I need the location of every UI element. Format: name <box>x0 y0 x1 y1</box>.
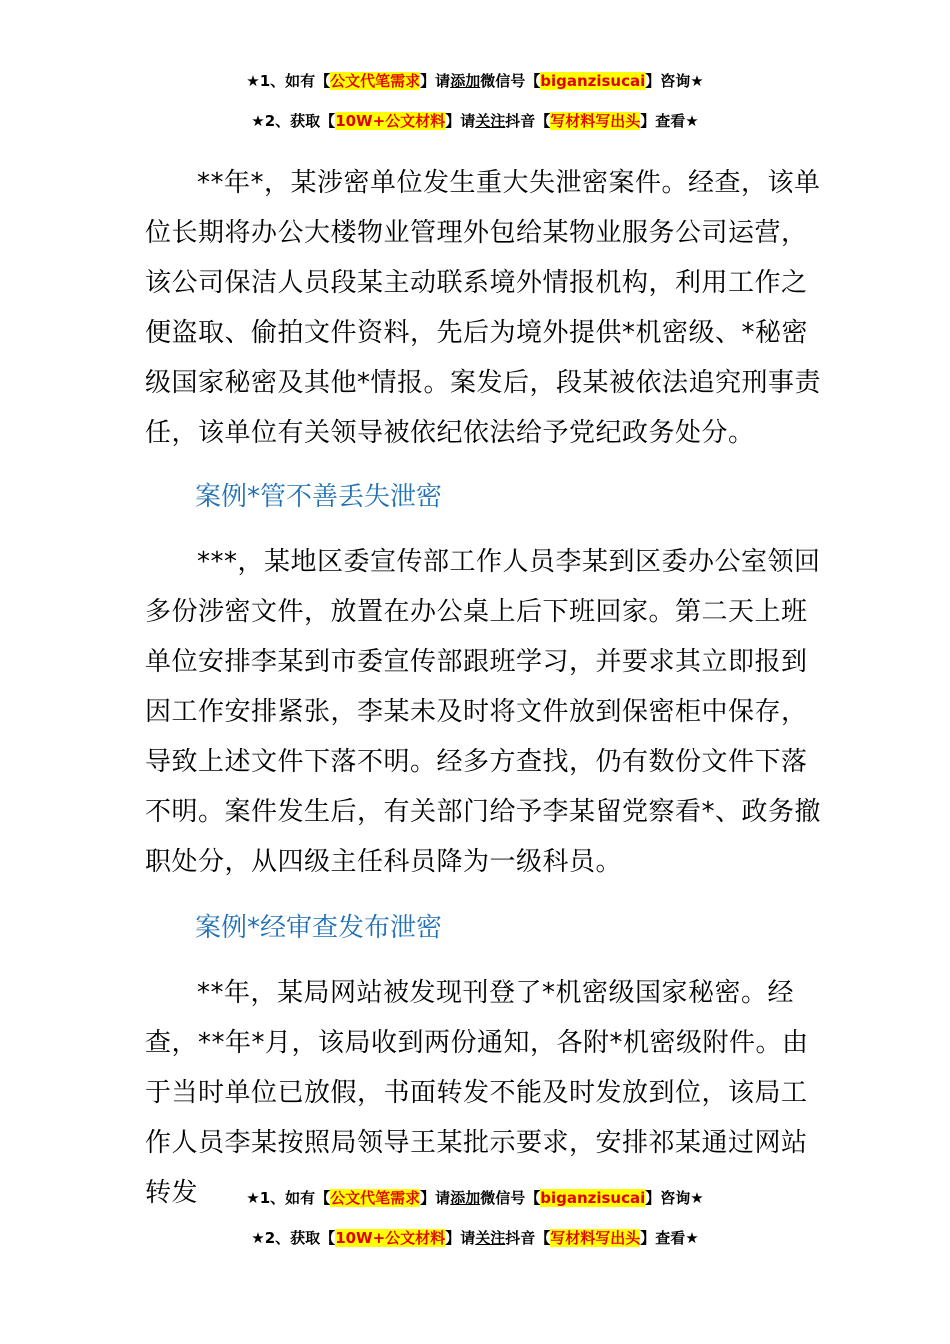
top-banner-line-2 <box>0 111 950 131</box>
banner-text: ★2、获取【 <box>251 112 336 130</box>
banner-highlight: biganzisucai <box>540 72 646 90</box>
section-heading-lost-documents: 案例*管不善丢失泄密 <box>195 482 443 512</box>
section-heading-unreviewed-publication: 案例*经审查发布泄密 <box>195 913 443 943</box>
banner-text: 抖音【 <box>505 1229 551 1247</box>
banner-text: 】请 <box>420 72 451 90</box>
paragraph-case-outsourced-property: **年*，某涉密单位发生重大失泄密案件。经查，该单位长期将办公大楼物业管理外包给某物业服务公司运营，该公司保洁人员段某主动联系境外情报机构，利用工作之便盗取、偷拍文件资料，先后为境外提供*机密级、*秘密级国家秘密及其他*情报。案发后，段某被依法追究刑事责任，该单位有关领导被依纪依法给予党纪政务处分。 <box>145 168 822 448</box>
banner-highlight: 公文代笔需求 <box>330 1189 421 1207</box>
bottom-banner-line-2 <box>0 1228 950 1248</box>
banner-text: 】请 <box>420 1189 451 1207</box>
banner-text: 微信号【 <box>480 72 541 90</box>
banner-underlined: 添加 <box>450 72 481 90</box>
banner-highlight: 10W+公文材料 <box>335 1229 446 1247</box>
banner-text: ★2、获取【 <box>251 1229 336 1247</box>
banner-text: 】请 <box>445 112 476 130</box>
banner-underlined: 添加 <box>450 1189 481 1207</box>
banner-text: ★1、如有【 <box>246 1189 331 1207</box>
banner-highlight: biganzisucai <box>540 1189 646 1207</box>
paragraph-case-website-publication: **年，某局网站被发现刊登了*机密级国家秘密。经查，**年*月，该局收到两份通知，各附*机密级附件。由于当时单位已放假，书面转发不能及时发放到位，该局工作人员李某按照局领导王某批示要求，安排祁某通过网站转发 <box>145 978 809 1208</box>
banner-text: 】查看★ <box>640 112 699 130</box>
banner-highlight: 写材料写出头 <box>550 112 641 130</box>
banner-underlined: 关注 <box>475 1229 506 1247</box>
banner-highlight: 公文代笔需求 <box>330 72 421 90</box>
banner-highlight: 10W+公文材料 <box>335 112 446 130</box>
banner-text: 】咨询★ <box>645 72 704 90</box>
banner-text: 微信号【 <box>480 1189 541 1207</box>
banner-text: 抖音【 <box>505 112 551 130</box>
banner-text: 】请 <box>445 1229 476 1247</box>
banner-underlined: 关注 <box>475 112 506 130</box>
bottom-banner-line-1 <box>0 1188 950 1208</box>
paragraph-case-lost-documents: ***，某地区委宣传部工作人员李某到区委办公室领回多份涉密文件，放置在办公桌上后下班回家。第二天上班单位安排李某到市委宣传部跟班学习，并要求其立即报到因工作安排紧张，李某未及时将文件放到保密柜中保存，导致上述文件下落不明。经多方查找，仍有数份文件下落不明。案件发生后，有关部门给予李某留党察看*、政务撤职处分，从四级主任科员降为一级科员。 <box>145 547 822 877</box>
banner-text: 】查看★ <box>640 1229 699 1247</box>
banner-text: 】咨询★ <box>645 1189 704 1207</box>
banner-highlight: 写材料写出头 <box>550 1229 641 1247</box>
top-banner-line-1 <box>0 71 950 91</box>
banner-text: ★1、如有【 <box>246 72 331 90</box>
